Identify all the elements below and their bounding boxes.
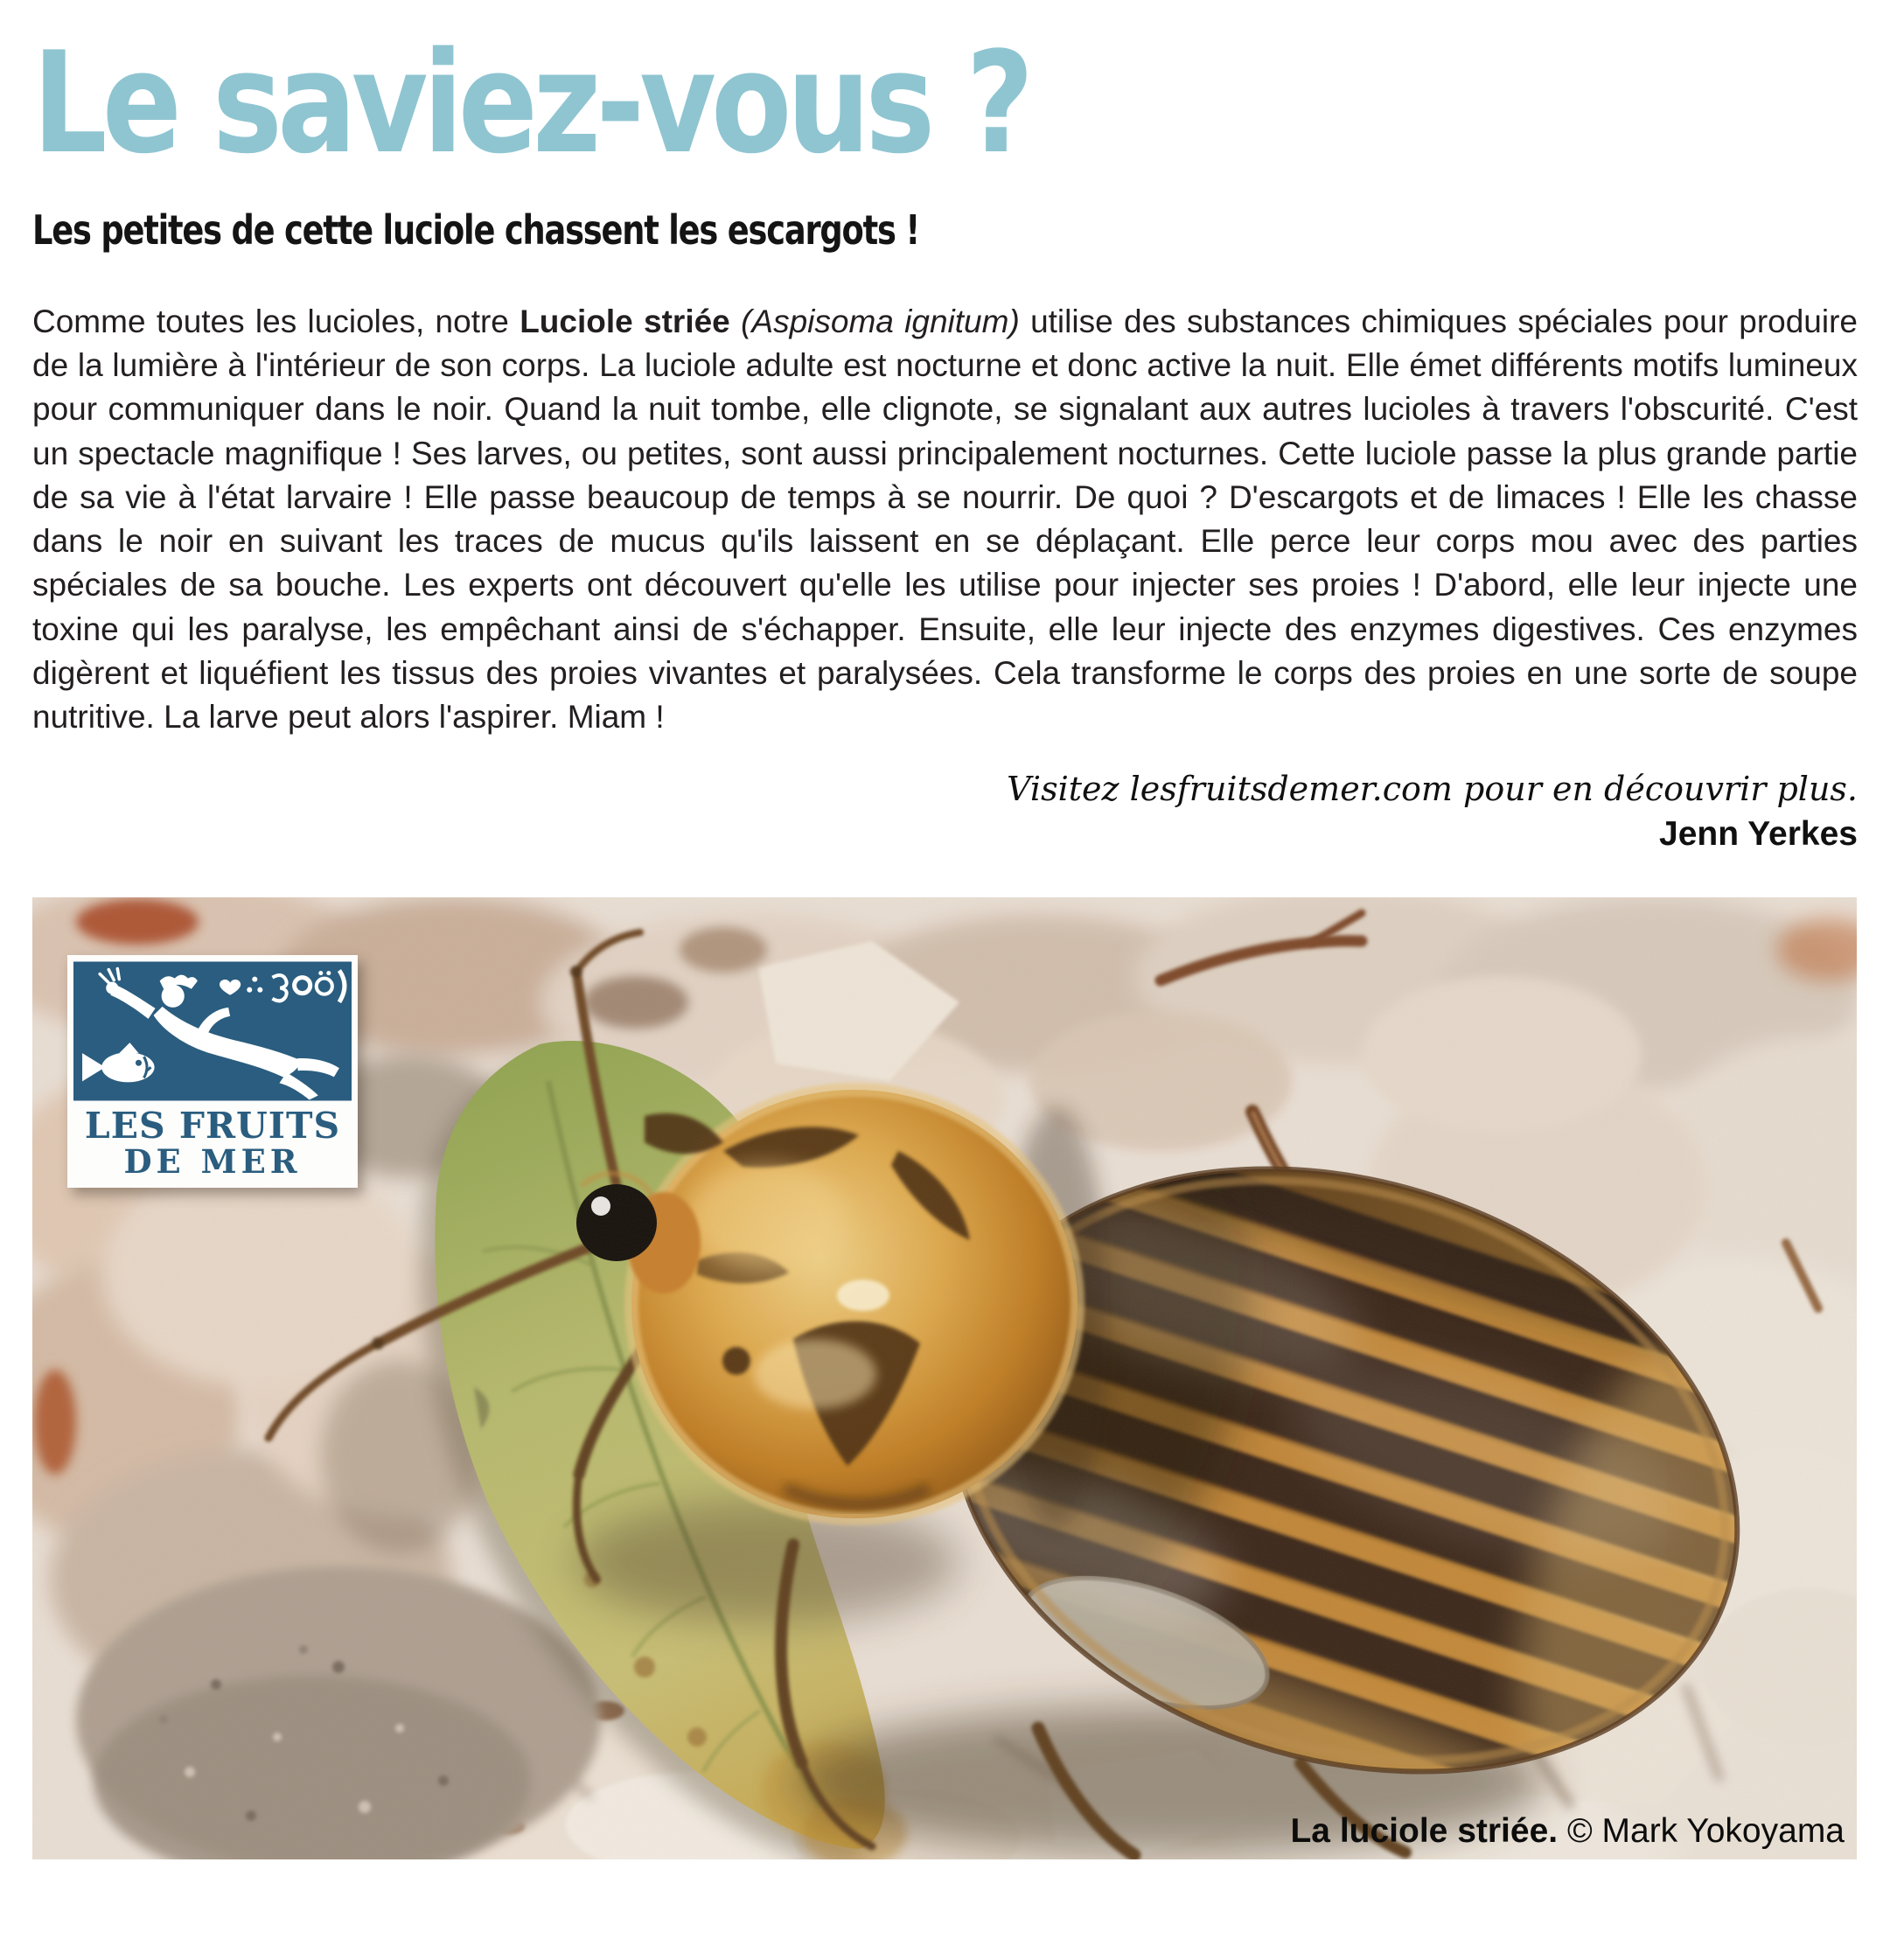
- les-fruits-de-mer-logo: [67, 955, 358, 1188]
- website-mention: Visitez lesfruitsdemer.com pour en découvrir plus.: [1007, 769, 1858, 808]
- page-title: Le saviez-vous ?: [32, 21, 1029, 185]
- logo-line2: DE MER: [123, 1141, 302, 1181]
- swimmer-fish-icon: [73, 961, 352, 1101]
- logo-line1: LES FRUITS: [84, 1105, 341, 1147]
- photo-caption: [1290, 1812, 1845, 1851]
- species-name-bold: Luciole striée: [520, 303, 730, 339]
- firefly-photo: [32, 897, 1857, 1859]
- credits-block: [32, 770, 1858, 855]
- caption-credit: © Mark Yokoyama: [1558, 1812, 1845, 1851]
- paragraph-rest: utilise des substances chimiques spéciales pour produire de la lumière à l'intérieur de son corps. La luciole adulte est nocturne et donc active la nuit. Elle émet différents motifs lumineux pour communiquer dans le noir. Quand la nuit tombe, elle clignote, se signalant aux autres lucioles à travers l'obscurité. C'est un spectacle magnifique ! Ses larves, ou petites, sont aussi principalement nocturnes. Cette luciole passe la plus grande partie de sa vie à l'état larvaire ! Elle passe beaucoup de temps à se nourrir. De quoi ? D'escargots et de limaces ! Elle les chasse dans le noir en suivant les traces de mucus qu'ils laissent en se déplaçant. Elle perce leur corps mou avec des parties spéciales de sa bouche. Les experts ont découvert qu'elle les utilise pour injecter ses proies ! D'abord, elle leur injecte une toxine qui les paralyse, les empêchant ainsi de s'échapper. Ensuite, elle leur injecte des enzymes digestives. Ces enzymes digèrent et liquéfient les tissus des proies vivantes et paralysées. Cela transforme le corps des proies en une sorte de soupe nutritive. La larve peut alors l'aspirer. Miam !: [32, 303, 1859, 736]
- species-latin-italic: (Aspisoma ignitum): [729, 303, 1020, 339]
- author-name: Jenn Yerkes: [1659, 815, 1858, 854]
- body-paragraph: [32, 300, 1858, 740]
- page-subtitle: Les petites de cette luciole chassent les escargots !: [32, 206, 919, 254]
- logo-text: [73, 1101, 352, 1184]
- caption-species: La luciole striée.: [1290, 1812, 1559, 1851]
- paragraph-intro: Comme toutes les lucioles, notre: [32, 303, 520, 339]
